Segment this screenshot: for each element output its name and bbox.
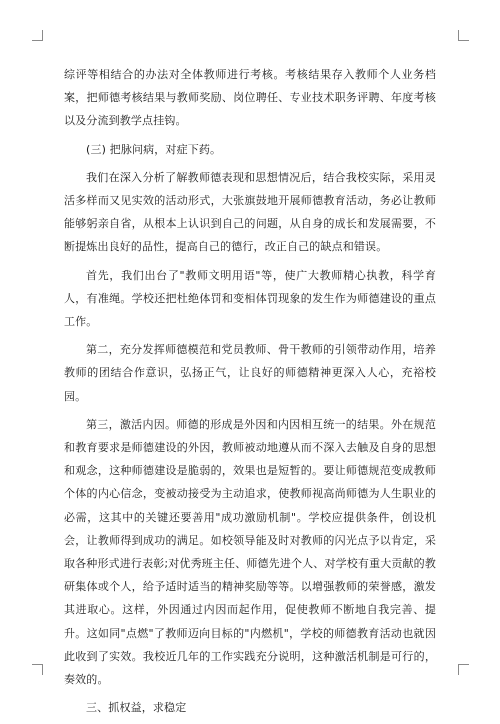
paragraph-third-measure: 第三，激活内因。师德的形成是外因和内因相互统一的结果。外在规范和教育要求是师德建设的外因，教师被动地遵从而不深入去触及自身的思想和观念，这种师德建设是脆弱的，效果也是短暂的。要让师德规范变成教师个体的内心信念，变被动接受为主动追求，使教师视高尚师德为人生职业的必需，这其中的关键还要善用"成功激励机制"。学校应提供条件，创设机会，让教师得到成功的满足。如校领导能及时对教师的闪光点予以肯定，采取各种形式进行表彰;对优秀班主任、师德先进个人、对学校有重大贡献的教研集体或个人，给予适时适当的精神奖励等等。以增强教师的荣誉感，激发其进取心。这样，外因通过内因而起作用，促使教师不断地自我完善、提升。这如同"点燃"了教师迈向目标的"内燃机"，学校的师德教育活动也就因此收到了实效。我校近几年的工作实践充分说明，这种激活机制是可行的，奏效的。 bbox=[64, 417, 436, 687]
document-body bbox=[64, 63, 436, 724]
page-corner-mark-top-right bbox=[458, 30, 469, 41]
page-corner-mark-bottom-right bbox=[458, 664, 469, 675]
paragraph-second-measure: 第二，充分发挥师德模范和党员教师、骨干教师的引领带动作用，培养教师的团结合作意识，弘扬正气，让良好的师德精神更深入人心，充裕校园。 bbox=[64, 343, 436, 403]
page-corner-mark-top-left bbox=[32, 30, 43, 41]
paragraph-first-measure: 首先，我们出台了"教师文明用语"等，使广大教师精心执教，科学育人，有准绳。学校还把杜绝体罚和变相体罚现象的发生作为师德建设的重点工作。 bbox=[64, 268, 436, 329]
section-heading-rights: 三、抓权益，求稳定 bbox=[86, 701, 187, 715]
page-corner-mark-bottom-left bbox=[32, 664, 43, 675]
paragraph-assessment-continued: 综评等相结合的办法对全体教师进行考核。考核结果存入教师个人业务档案，把师德考核结果与教师奖励、岗位聘任、专业技术职务评聘、年度考核以及分流到教学点挂钩。 bbox=[64, 68, 436, 128]
section-heading-diagnose: (三) 把脉问病，对症下药。 bbox=[86, 142, 222, 156]
paragraph-analysis: 我们在深入分析了解教师德表现和思想情况后，结合我校实际，采用灵活多样而又见实效的活动形式，大张旗鼓地开展师德教育活动，务必让教师能够躬亲自省，从根本上认识到自己的问题，从自身的成长和发展需要，不断提炼出良好的品性，提高自己的德行，改正自己的缺点和错误。 bbox=[64, 170, 436, 254]
